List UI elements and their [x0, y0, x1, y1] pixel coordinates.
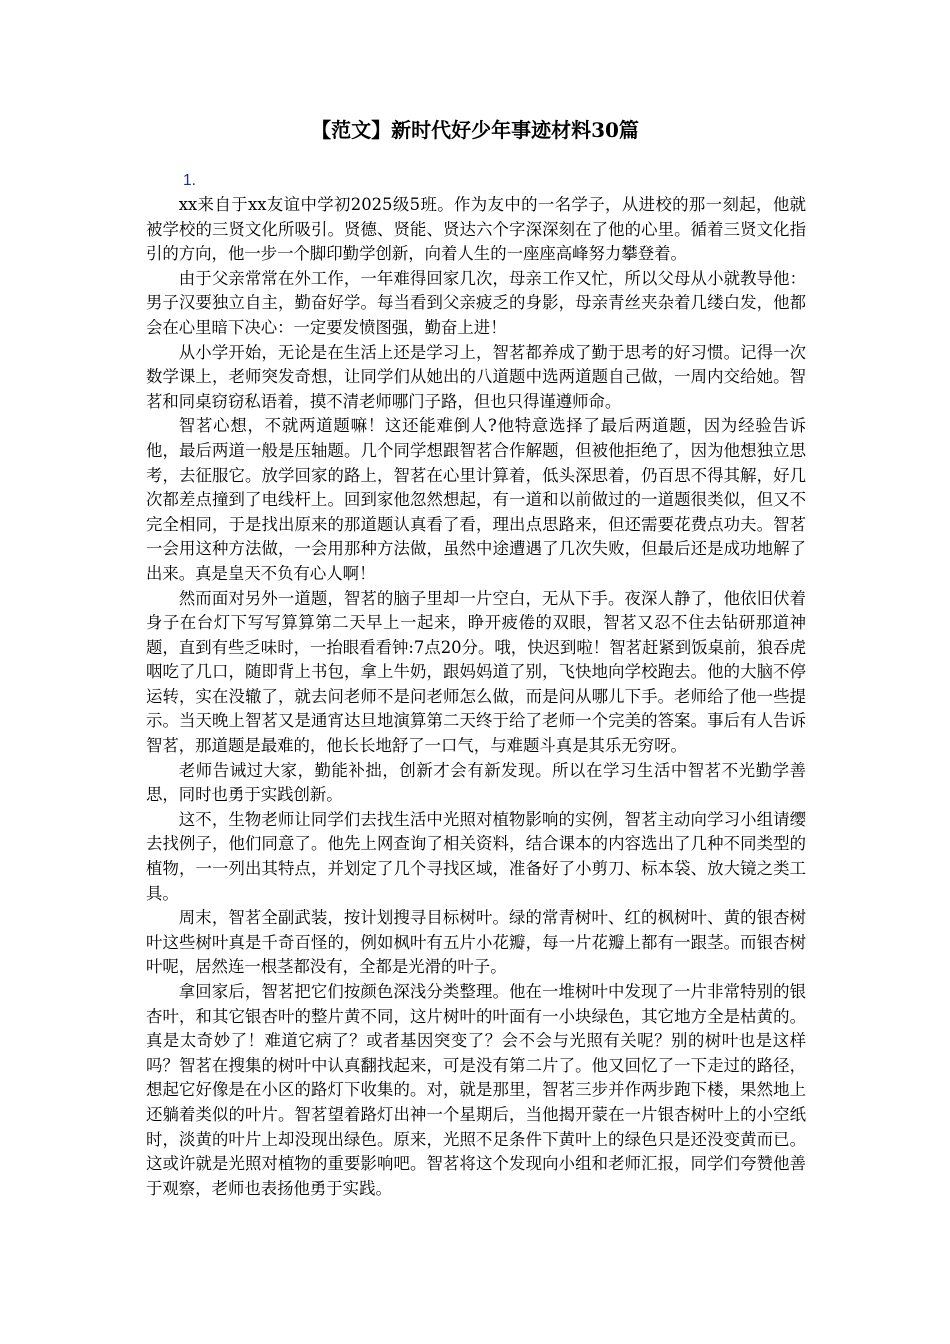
paragraph: 这不，生物老师让同学们去找生活中光照对植物影响的实例，智茗主动向学习小组请缨去找例子，他们同意了。他先上网查询了相关资料，结合课本的内容选出了几种不同类型的植物，一一列出其特点，并划定了几个寻找区域，准备好了小剪刀、标本袋、放大镜之类工具。: [146, 809, 806, 903]
paragraph: xx来自于xx友谊中学初2025级5班。作为友中的一名学子，从进校的那一刻起，他就被学校的三贤文化所吸引。贤德、贤能、贤达六个字深深刻在了他的心里。循着三贤文化指引的方向，他一步一个脚印勤学创新，向着人生的一座座高峰努力攀登着。: [146, 195, 806, 264]
paragraph: 从小学开始，无论是在生活上还是学习上，智茗都养成了勤于思考的好习惯。记得一次数学课上，老师突发奇想，让同学们从她出的八道题中选两道题自己做，一周内交给她。智茗和同桌窃窃私语着，摸不清老师哪门子路，但也只得谨遵师命。: [146, 342, 806, 411]
paragraph: 老师告诫过大家，勤能补拙，创新才会有新发现。所以在学习生活中智茗不光勤学善思，同时也勇于实践创新。: [146, 760, 806, 805]
paragraph: 然而面对另外一道题，智茗的脑子里却一片空白，无从下手。夜深人静了，他依旧伏着身子在台灯下写写算算第二天早上一起来，睁开疲倦的双眼，智茗又忍不住去钻研那道神题，直到有些乏味时，一抬眼看看钟:7点20分。哦，快迟到啦！智茗赶紧到饭桌前，狼吞虎咽吃了几口，随即背上书包，拿上牛奶，跟妈妈道了别，飞快地向学校跑去。他的大脑不停运转，实在没辙了，就去问老师不是问老师怎么做，而是问从哪儿下手。老师给了他一些提示。当天晚上智茗又是通宵达旦地演算第二天终于给了老师一个完美的答案。事后有人告诉智茗，那道题是最难的，他长长地舒了一口气，与难题斗真是其乐无穷呀。: [146, 588, 806, 756]
paragraph: 由于父亲常常在外工作，一年难得回家几次，母亲工作又忙，所以父母从小就教导他：男子汉要独立自主，勤奋好学。每当看到父亲疲乏的身影，母亲青丝夹杂着几缕白发，他都会在心里暗下决心：一定要发愤图强，勤奋上进！: [146, 268, 806, 337]
document-title: 【范文】新时代好少年事迹材料30篇: [311, 118, 639, 142]
paragraph: 周末，智茗全副武装，按计划搜寻目标树叶。绿的常青树叶、红的枫树叶、黄的银杏树叶这些树叶真是千奇百怪的，例如枫叶有五片小花瓣，每一片花瓣上都有一跟茎。而银杏树叶呢，居然连一根茎都没有，全都是光滑的叶子。: [146, 908, 806, 977]
document-body: [146, 193, 806, 1201]
section-number: 1.: [183, 172, 196, 189]
paragraph: 拿回家后，智茗把它们按颜色深浅分类整理。他在一堆树叶中发现了一片非常特别的银杏叶，和其它银杏叶的整片黄不同，这片树叶的叶面有一小块绿色，其它地方全是枯黄的。真是太奇妙了！难道它病了？或者基因突变了？会不会与光照有关呢？别的树叶也是这样吗？智茗在搜集的树叶中认真翻找起来，可是没有第二片了。他又回忆了一下走过的路径，想起它好像是在小区的路灯下收集的。对，就是那里，智茗三步并作两步跑下楼，果然地上还躺着类似的叶片。智茗望着路灯出神一个星期后，当他揭开蒙在一片银杏树叶上的小空纸时，淡黄的叶片上却没现出绿色。原来，光照不足条件下黄叶上的绿色只是还没变黄而已。这或许就是光照对植物的重要影响吧。智茗将这个发现向小组和老师汇报，同学们夸赞他善于观察，老师也表扬他勇于实践。: [146, 982, 806, 1198]
paragraph: 智茗心想，不就两道题嘛！这还能难倒人?他特意选择了最后两道题，因为经验告诉他，最后两道一般是压轴题。几个同学想跟智茗合作解题，但被他拒绝了，因为他想独立思考，去征服它。放学回家的路上，智茗在心里计算着，低头深思着，仍百思不得其解，好几次都差点撞到了电线杆上。回到家他忽然想起，有一道和以前做过的一道题很类似，但又不完全相同，于是找出原来的那道题认真看了看，理出点思路来，但还需要花费点功夫。智茗一会用这种方法做，一会用那种方法做，虽然中途遭遇了几次失败，但最后还是成功地解了出来。真是皇天不负有心人啊！: [146, 416, 806, 583]
